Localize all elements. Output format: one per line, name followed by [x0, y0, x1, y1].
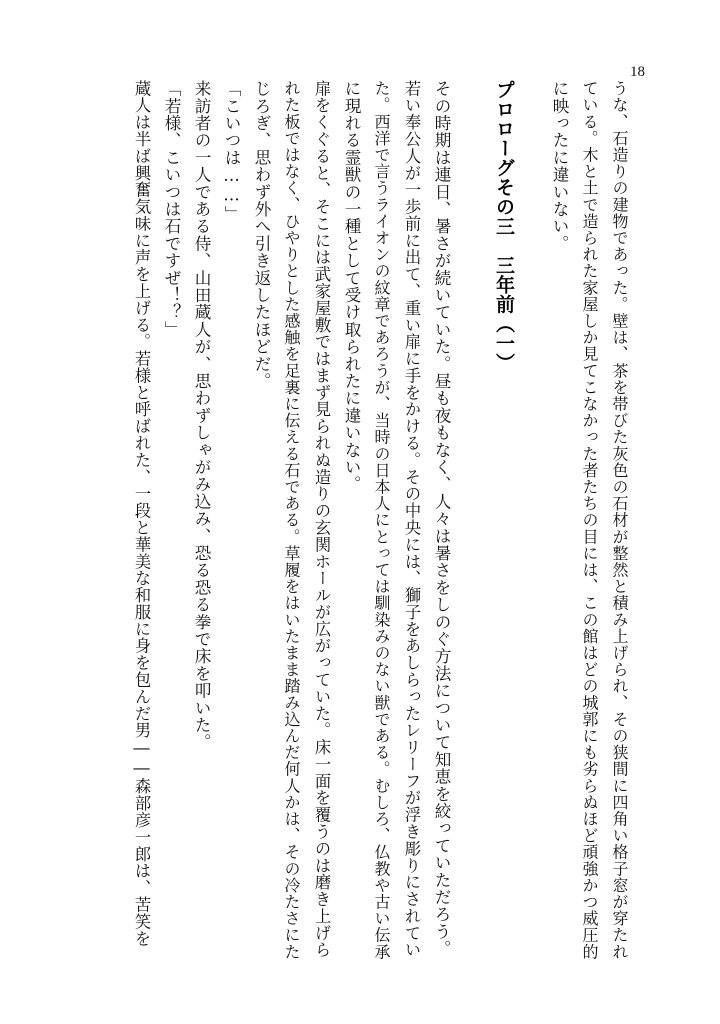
- text-column-12: 来訪者の一人である侍、山田蔵人が、思わずしゃがみ込み、恐る恐る拳で床を叩いた。: [192, 80, 211, 751]
- text-column-6: た。西洋で言うライオンの紋章であろうが、当時の日本人にとっては馴染みのない獣である。むしろ、仏教や古い伝承: [372, 80, 391, 960]
- chapter-heading: プロローグその三 三年前（一）: [493, 80, 515, 373]
- text-column-8: 扉をくぐると、そこには武家屋敷ではまず見られぬ造りの玄関ホールが広がっていた。床一面を覆うのは磨き上げら: [312, 80, 331, 959]
- page-number: 18: [630, 64, 645, 80]
- text-column-7: に現れる霊獣の一種として受け取られたに違いない。: [342, 80, 361, 493]
- text-column-5: 若い奉公人が一歩前に出て、重い扉に手をかける。その中央には、獅子をあしらったレリーフが浮き彫りにされてい: [402, 80, 421, 959]
- text-column-3: に映ったに違いない。: [550, 80, 569, 252]
- text-column-2: ている。木と土で造られた家屋しか見てこなかった者たちの目には、この館はどの城郭にも劣らぬほど頑強かつ威圧的: [580, 80, 599, 960]
- text-column-13: 「若様、こいつは石ですぜ！？」: [162, 80, 181, 338]
- text-column-10: じろぎ、思わず外へ引き返したほどだ。: [252, 80, 271, 390]
- text-column-4: その時期は連日、暑さが続いていた。昼も夜もなく、人々は暑さをしのぐ方法について知恵を絞っていただろう。: [432, 80, 451, 958]
- text-column-11: 「こいつは……」: [222, 80, 241, 223]
- text-column-1: うな、石造りの建物であった。壁は、茶を帯びた灰色の石材が整然と積み上げられ、その狭間に四角い格子窓が穿たれ: [610, 80, 629, 960]
- text-column-14: 蔵人は半ば興奮気味に声を上げる。若様と呼ばれた、一段と華美な和服に身を包んだ男――森部彦一郎は、苦笑を: [132, 80, 151, 947]
- text-column-9: れた板ではなく、ひやりとした感触を足裏に伝える石である。草履をはいたまま踏み込んだ何人かは、その冷たさにた: [282, 80, 301, 960]
